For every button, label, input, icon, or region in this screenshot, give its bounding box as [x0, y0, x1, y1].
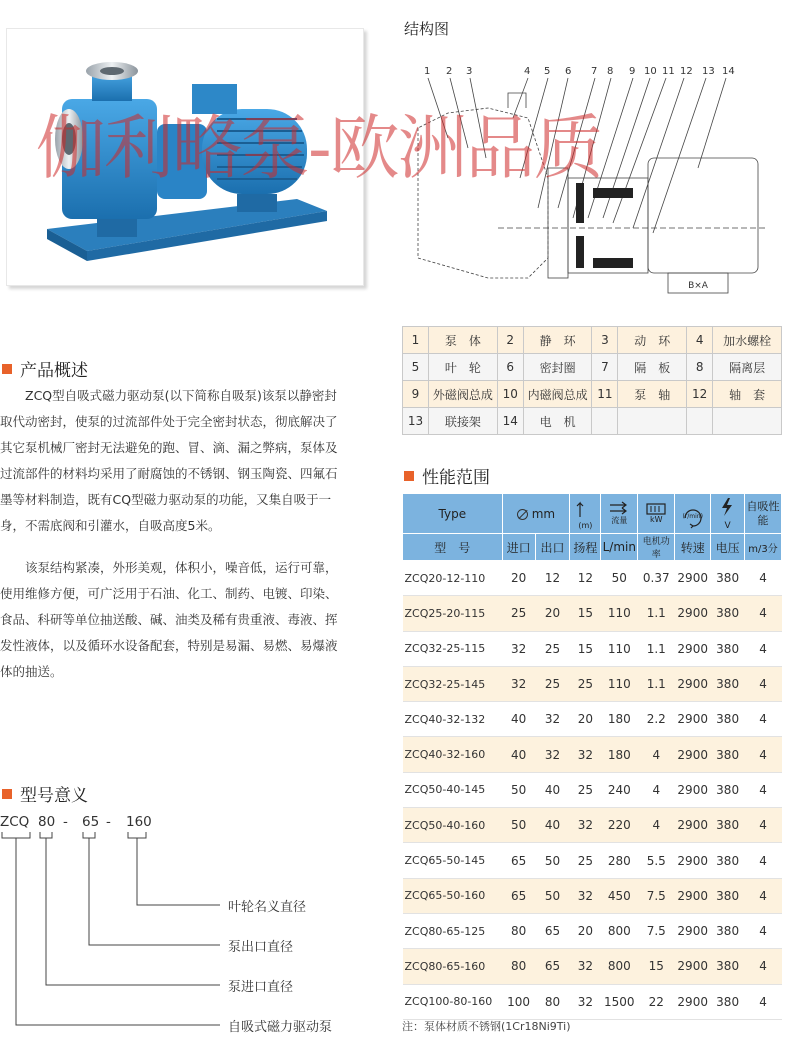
- value-cell: 450: [601, 878, 638, 913]
- col-model: 型 号: [403, 534, 503, 561]
- performance-table: [402, 493, 782, 1020]
- part-num: 10: [497, 381, 523, 408]
- col-speed: 转速: [675, 534, 711, 561]
- table-row: [403, 772, 782, 807]
- flow-label: 流量: [611, 516, 628, 525]
- model-label-outlet: 泵出口直径: [228, 940, 294, 955]
- value-cell: 32: [502, 631, 535, 666]
- parts-row: [403, 354, 782, 381]
- value-cell: 220: [601, 808, 638, 843]
- value-cell: 32: [535, 737, 570, 772]
- material-note: 注：泵体材质不锈钢(1Cr18Ni9Ti): [402, 1020, 571, 1033]
- value-cell: 800: [601, 949, 638, 984]
- value-cell: 20: [502, 561, 535, 596]
- callout-10: 10: [644, 66, 657, 77]
- overview-text: [0, 383, 340, 685]
- value-cell: 380: [711, 702, 745, 737]
- value-cell: 4: [745, 596, 782, 631]
- value-cell: 20: [570, 702, 601, 737]
- model-cell: ZCQ50-40-145: [403, 772, 503, 807]
- value-cell: 380: [711, 878, 745, 913]
- callout-6: 6: [565, 66, 572, 77]
- speed-header: [675, 494, 711, 534]
- col-voltage: 电压: [711, 534, 745, 561]
- value-cell: 20: [570, 913, 601, 948]
- table-row: [403, 913, 782, 948]
- part-name: 外磁阀总成: [428, 381, 497, 408]
- value-cell: 0.37: [638, 561, 675, 596]
- value-cell: 32: [502, 666, 535, 701]
- value-cell: 380: [711, 737, 745, 772]
- callout-11: 11: [662, 66, 675, 77]
- col-self-priming: m/3分: [745, 534, 782, 561]
- model-code-inlet: 80: [38, 814, 56, 830]
- value-cell: 40: [535, 772, 570, 807]
- value-cell: 4: [745, 984, 782, 1019]
- value-cell: 25: [570, 843, 601, 878]
- part-name: 联接架: [428, 408, 497, 435]
- col-power: 电机功率: [638, 534, 675, 561]
- value-cell: 2900: [675, 737, 711, 772]
- head-unit: (m): [578, 520, 593, 530]
- model-code-outlet: 65: [82, 814, 100, 830]
- value-cell: 4: [745, 878, 782, 913]
- value-cell: 4: [745, 737, 782, 772]
- value-cell: 32: [570, 984, 601, 1019]
- value-cell: 50: [535, 878, 570, 913]
- head-header: [570, 494, 601, 534]
- value-cell: 32: [570, 949, 601, 984]
- heading-marker: [2, 789, 12, 799]
- structure-diagram: [408, 58, 788, 298]
- value-cell: 32: [570, 878, 601, 913]
- value-cell: 50: [502, 808, 535, 843]
- value-cell: 240: [601, 772, 638, 807]
- diameter-icon: [517, 509, 528, 520]
- value-cell: 4: [745, 631, 782, 666]
- model-cell: ZCQ40-32-132: [403, 702, 503, 737]
- part-num: 1: [403, 327, 429, 354]
- value-cell: 25: [570, 666, 601, 701]
- head-arrow-icon: [574, 497, 596, 517]
- table-row: [403, 737, 782, 772]
- model-heading: [2, 781, 88, 806]
- watermark: 伽利略泵-欧洲品质: [36, 107, 602, 189]
- value-cell: 380: [711, 808, 745, 843]
- table-row: [403, 878, 782, 913]
- value-cell: 25: [535, 666, 570, 701]
- part-name: 隔 板: [618, 354, 687, 381]
- table-row: [403, 808, 782, 843]
- value-cell: 25: [570, 772, 601, 807]
- value-cell: 110: [601, 666, 638, 701]
- part-name: [618, 408, 687, 435]
- parts-row: [403, 408, 782, 435]
- value-cell: 1.1: [638, 666, 675, 701]
- value-cell: 800: [601, 913, 638, 948]
- model-code-sep: -: [106, 814, 111, 830]
- flow-icon: [608, 501, 630, 515]
- structure-title: 结构图: [404, 20, 450, 38]
- part-num: 6: [497, 354, 523, 381]
- value-cell: 40: [535, 808, 570, 843]
- callout-12: 12: [680, 66, 693, 77]
- value-cell: 4: [745, 843, 782, 878]
- header-row-icons: [403, 494, 782, 534]
- model-cell: ZCQ32-25-145: [403, 666, 503, 701]
- part-num: 2: [497, 327, 523, 354]
- value-cell: 5.5: [638, 843, 675, 878]
- model-heading-text: 型号意义: [20, 786, 88, 806]
- value-cell: 110: [601, 631, 638, 666]
- value-cell: 380: [711, 843, 745, 878]
- value-cell: 50: [601, 561, 638, 596]
- part-num: 8: [687, 354, 713, 381]
- value-cell: 2900: [675, 702, 711, 737]
- value-cell: 4: [745, 702, 782, 737]
- part-num: 4: [687, 327, 713, 354]
- value-cell: 2900: [675, 808, 711, 843]
- value-cell: 80: [535, 984, 570, 1019]
- value-cell: 180: [601, 737, 638, 772]
- value-cell: 32: [570, 808, 601, 843]
- value-cell: 100: [502, 984, 535, 1019]
- value-cell: 65: [502, 878, 535, 913]
- value-cell: 65: [535, 913, 570, 948]
- callout-5: 5: [544, 66, 551, 77]
- table-row: [403, 984, 782, 1019]
- value-cell: 15: [570, 596, 601, 631]
- model-cell: ZCQ32-25-115: [403, 631, 503, 666]
- value-cell: 7.5: [638, 913, 675, 948]
- value-cell: 50: [535, 843, 570, 878]
- self-priming-header: 自吸性能: [745, 494, 782, 534]
- value-cell: 380: [711, 949, 745, 984]
- overview-paragraph-2: 该泵结构紧凑，外形美观，体积小，噪音低，运行可靠，使用维修方便，可广泛用于石油、化工、制药、电镀、印染、食品、科研等单位抽送酸、碱、油类及稀有贵重液、毒液、挥发性液体，以及循环水设备配套，特别是易漏、易燃、易爆液体的抽送。: [0, 560, 338, 679]
- model-cell: ZCQ20-12-110: [403, 561, 503, 596]
- dimension-label: B×A: [688, 281, 708, 291]
- value-cell: 2900: [675, 772, 711, 807]
- flow-header: [601, 494, 638, 534]
- value-cell: 110: [601, 596, 638, 631]
- callout-8: 8: [607, 66, 614, 77]
- power-header: [638, 494, 675, 534]
- performance-heading: [404, 463, 490, 488]
- value-cell: 32: [570, 737, 601, 772]
- value-cell: 65: [502, 843, 535, 878]
- type-header: Type: [403, 494, 503, 534]
- callout-2: 2: [446, 66, 453, 77]
- pump-photo: [7, 29, 364, 286]
- value-cell: 15: [570, 631, 601, 666]
- model-cell: ZCQ80-65-125: [403, 913, 503, 948]
- value-cell: 7.5: [638, 878, 675, 913]
- part-num: [592, 408, 618, 435]
- part-name: 加水螺栓: [713, 327, 782, 354]
- heading-marker: [2, 364, 12, 374]
- part-num: 14: [497, 408, 523, 435]
- value-cell: 1500: [601, 984, 638, 1019]
- model-cell: ZCQ50-40-160: [403, 808, 503, 843]
- value-cell: 280: [601, 843, 638, 878]
- performance-body: [403, 561, 782, 1020]
- callout-3: 3: [466, 66, 473, 77]
- parts-table: [402, 326, 782, 435]
- value-cell: 2900: [675, 631, 711, 666]
- model-code-impeller: 160: [126, 814, 152, 830]
- callout-4: 4: [524, 66, 531, 77]
- product-photo-panel: [6, 28, 364, 286]
- speed-unit: (r/min): [682, 513, 703, 520]
- heading-marker: [404, 471, 414, 481]
- value-cell: 4: [745, 666, 782, 701]
- model-label-type: 自吸式磁力驱动泵: [228, 1020, 333, 1035]
- part-num: 12: [687, 381, 713, 408]
- value-cell: 380: [711, 984, 745, 1019]
- part-num: [687, 408, 713, 435]
- callout-9: 9: [629, 66, 636, 77]
- value-cell: 380: [711, 596, 745, 631]
- value-cell: 12: [570, 561, 601, 596]
- part-num: 13: [403, 408, 429, 435]
- value-cell: 20: [535, 596, 570, 631]
- value-cell: 2900: [675, 949, 711, 984]
- model-cell: ZCQ65-50-145: [403, 843, 503, 878]
- col-flow: L/min: [601, 534, 638, 561]
- part-num: 3: [592, 327, 618, 354]
- value-cell: 2.2: [638, 702, 675, 737]
- model-leader-lines: [0, 830, 232, 1030]
- table-row: [403, 949, 782, 984]
- diameter-unit: mm: [531, 506, 556, 521]
- value-cell: 2900: [675, 666, 711, 701]
- part-name: 内磁阀总成: [523, 381, 592, 408]
- voltage-unit: V: [724, 520, 731, 531]
- parts-row: [403, 327, 782, 354]
- part-name: 叶 轮: [428, 354, 497, 381]
- part-name: 隔离层: [713, 354, 782, 381]
- value-cell: 40: [502, 737, 535, 772]
- value-cell: 180: [601, 702, 638, 737]
- model-cell: ZCQ65-50-160: [403, 878, 503, 913]
- overview-paragraph-1: ZCQ型自吸式磁力驱动泵(以下简称自吸泵)该泵以静密封取代动密封，使泵的过流部件处于完全密封状态，彻底解决了其它泵机械厂密封无法避免的跑、冒、滴、漏之弊病，泵体及过流部件的材料均采用了耐腐蚀的不锈钢、钢玉陶瓷、四氟石墨等材料制造，既有CQ型磁力驱动泵的功能，又集自吸于一身，不需底阀和引灌水，自吸高度5米。: [0, 388, 338, 533]
- value-cell: 380: [711, 666, 745, 701]
- table-row: [403, 631, 782, 666]
- performance-heading-text: 性能范围: [422, 468, 490, 488]
- col-outlet: 出口: [535, 534, 570, 561]
- value-cell: 2900: [675, 561, 711, 596]
- model-cell: ZCQ80-65-160: [403, 949, 503, 984]
- value-cell: 380: [711, 631, 745, 666]
- part-name: 轴 套: [713, 381, 782, 408]
- part-num: 9: [403, 381, 429, 408]
- model-cell: ZCQ40-32-160: [403, 737, 503, 772]
- model-code-sep: -: [63, 814, 68, 830]
- voltage-header: [711, 494, 745, 534]
- overview-heading-text: 产品概述: [20, 361, 88, 381]
- part-name: 静 环: [523, 327, 592, 354]
- part-name: 电 机: [523, 408, 592, 435]
- motor-icon: [645, 503, 667, 515]
- overview-heading: [2, 356, 88, 381]
- model-code-prefix: ZCQ: [0, 814, 30, 830]
- value-cell: 2900: [675, 913, 711, 948]
- model-label-impeller: 叶轮名义直径: [228, 900, 307, 915]
- value-cell: 380: [711, 772, 745, 807]
- value-cell: 4: [745, 808, 782, 843]
- value-cell: 4: [638, 808, 675, 843]
- value-cell: 50: [502, 772, 535, 807]
- lightning-icon: [717, 497, 739, 517]
- part-num: 5: [403, 354, 429, 381]
- value-cell: 15: [638, 949, 675, 984]
- value-cell: 80: [502, 913, 535, 948]
- value-cell: 25: [535, 631, 570, 666]
- part-num: 7: [592, 354, 618, 381]
- col-inlet: 进口: [502, 534, 535, 561]
- value-cell: 32: [535, 702, 570, 737]
- value-cell: 1.1: [638, 596, 675, 631]
- value-cell: 22: [638, 984, 675, 1019]
- value-cell: 380: [711, 561, 745, 596]
- part-name: 密封圈: [523, 354, 592, 381]
- model-cell: ZCQ25-20-115: [403, 596, 503, 631]
- value-cell: 4: [638, 772, 675, 807]
- callout-13: 13: [702, 66, 715, 77]
- diameter-header: [502, 494, 570, 534]
- part-name: 泵 体: [428, 327, 497, 354]
- table-row: [403, 666, 782, 701]
- part-num: 11: [592, 381, 618, 408]
- value-cell: 2900: [675, 984, 711, 1019]
- value-cell: 4: [745, 772, 782, 807]
- table-row: [403, 596, 782, 631]
- value-cell: 4: [745, 913, 782, 948]
- value-cell: 2900: [675, 596, 711, 631]
- part-name: [713, 408, 782, 435]
- parts-row: [403, 381, 782, 408]
- value-cell: 2900: [675, 878, 711, 913]
- part-name: 泵 轴: [618, 381, 687, 408]
- value-cell: 4: [745, 561, 782, 596]
- value-cell: 25: [502, 596, 535, 631]
- model-label-inlet: 泵进口直径: [228, 980, 294, 995]
- value-cell: 2900: [675, 843, 711, 878]
- value-cell: 380: [711, 913, 745, 948]
- header-row-labels: [403, 534, 782, 561]
- value-cell: 1.1: [638, 631, 675, 666]
- callout-14: 14: [722, 66, 735, 77]
- table-row: [403, 702, 782, 737]
- part-name: 动 环: [618, 327, 687, 354]
- callout-7: 7: [591, 66, 598, 77]
- value-cell: 40: [502, 702, 535, 737]
- value-cell: 4: [745, 949, 782, 984]
- model-cell: ZCQ100-80-160: [403, 984, 503, 1019]
- col-head: 扬程: [570, 534, 601, 561]
- callout-1: 1: [424, 66, 431, 77]
- value-cell: 80: [502, 949, 535, 984]
- value-cell: 65: [535, 949, 570, 984]
- value-cell: 4: [638, 737, 675, 772]
- table-row: [403, 843, 782, 878]
- table-row: [403, 561, 782, 596]
- power-unit: kW: [649, 515, 663, 524]
- value-cell: 12: [535, 561, 570, 596]
